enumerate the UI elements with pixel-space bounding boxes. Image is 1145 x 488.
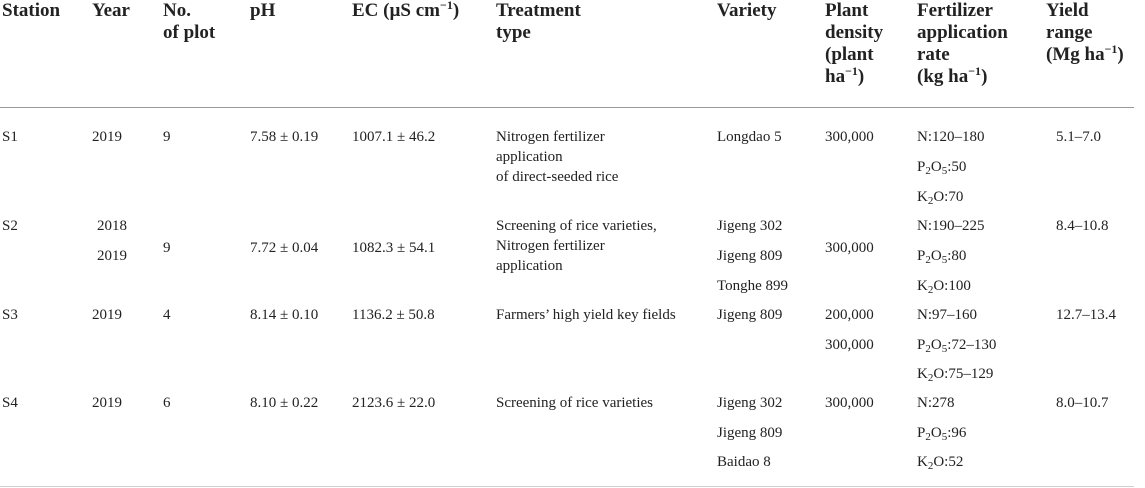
header-density-line4 [825,66,883,88]
cell-variety: Jigeng 809 [717,307,783,323]
header-yield-line2: range [1046,22,1093,43]
cell-variety: Jigeng 809 [717,248,783,264]
cell-ph: 7.72 ± 0.04 [250,240,319,256]
fert-p-value: :96 [947,425,967,441]
cell-fert-k [917,452,963,472]
cell-treatment [496,216,657,276]
fert-p-oxygen: O [930,159,942,175]
cell-station: S2 [2,218,18,234]
cell-fert-p [917,423,966,443]
fert-k-subscript-2: 2 [927,195,934,207]
cell-treatment-line: Screening of rice varieties, [496,218,657,234]
header-density-line3: (plant [825,44,874,65]
cell-treatment-line: Nitrogen fertilizer [496,129,605,145]
fert-p-element: P [917,337,926,353]
header-treatment-line1: Treatment [496,0,581,21]
cell-treatment-line: Nitrogen fertilizer [496,238,605,254]
header-ph [250,0,275,22]
cell-variety: Baidao 8 [717,454,771,470]
header-fert-line4 [917,66,1008,88]
cell-ph: 8.14 ± 0.10 [250,307,319,323]
header-treatment [496,0,581,44]
fert-p-subscript-2: 2 [925,254,931,266]
cell-treatment-line: application [496,149,563,165]
fert-p-oxygen: O [930,337,942,353]
header-ec [352,0,459,22]
fert-p-subscript-2: 2 [925,343,931,355]
cell-year: 2019 [92,395,122,411]
cell-treatment-line: of direct-seeded rice [496,169,619,185]
fert-p-value: :50 [947,159,967,175]
fert-p-subscript-5: 5 [941,165,948,177]
fert-p-subscript-2: 2 [925,431,931,443]
fert-k-value: O:52 [933,454,964,470]
fert-p-oxygen: O [930,248,942,264]
header-fert-line3: rate [917,44,950,65]
fert-k-element: K [917,454,928,470]
fert-k-element: K [917,278,928,294]
header-ec-close: ) [452,0,460,21]
header-fert-line1: Fertilizer [917,0,993,21]
fert-k-subscript-2: 2 [927,372,934,384]
header-density-close: ) [857,66,865,87]
cell-ec: 2123.6 ± 22.0 [352,395,436,411]
fert-p-value: :72–130 [947,337,997,353]
cell-ec: 1007.1 ± 46.2 [352,129,436,145]
fert-p-element: P [917,425,926,441]
header-yield-close: ) [1117,44,1124,65]
fert-p-element: P [917,159,926,175]
header-ec-text: EC (µS cm [352,0,440,21]
header-station [2,0,60,22]
header-yield-line3 [1046,44,1124,66]
header-yield-unit: (Mg ha [1046,44,1105,65]
cell-ph: 8.10 ± 0.22 [250,395,319,411]
cell-variety: Jigeng 809 [717,425,783,441]
fert-k-value: O:100 [933,278,971,294]
fert-k-subscript-2: 2 [927,460,934,472]
cell-fert-p [917,157,966,177]
table-bottom-border [0,486,1134,487]
fert-p-value: :80 [947,248,967,264]
header-yield-range [1046,0,1124,66]
header-divider [0,107,1134,108]
cell-yield-range: 8.4–10.8 [1056,218,1109,234]
header-year [92,0,130,22]
fert-p-subscript-5: 5 [941,254,948,266]
fert-k-element: K [917,189,928,205]
header-density-line2: density [825,22,884,43]
fert-k-element: K [917,366,928,382]
header-yield-line1: Yield [1046,0,1089,21]
header-yield-superscript: −1 [1104,42,1118,56]
header-fert-close: ) [981,66,988,87]
cell-plot-count: 4 [163,307,171,323]
header-density-ha: ha [825,66,846,87]
cell-fert-n: N:278 [917,395,955,411]
cell-treatment: Farmers’ high yield key fields [496,307,676,323]
cell-year: 2019 [97,248,127,264]
cell-station: S4 [2,395,18,411]
header-variety-label: Variety [717,0,777,21]
cell-fert-n: N:97–160 [917,307,977,323]
cell-treatment: Screening of rice varieties [496,395,654,411]
header-density-line1: Plant [825,0,869,21]
header-fert-line2: application [917,22,1008,43]
cell-ph: 7.58 ± 0.19 [250,129,319,145]
fert-p-subscript-5: 5 [941,431,948,443]
fert-p-oxygen: O [930,425,942,441]
header-ph-label: pH [250,0,276,21]
cell-fert-n: N:190–225 [917,218,985,234]
cell-variety: Jigeng 302 [717,395,783,411]
fert-p-subscript-5: 5 [941,343,948,355]
cell-plant-density: 200,000 [825,307,874,323]
header-treatment-line2: type [496,22,531,43]
cell-fert-k [917,276,971,296]
cell-plant-density: 300,000 [825,337,874,353]
header-plot-line1: No. [163,0,191,21]
cell-yield-range: 12.7–13.4 [1056,307,1116,323]
cell-fert-p [917,335,996,355]
cell-station: S1 [2,129,18,145]
cell-year: 2019 [92,129,122,145]
header-plant-density [825,0,883,88]
header-year-label: Year [92,0,130,21]
cell-plot-count: 6 [163,395,171,411]
cell-plant-density: 300,000 [825,129,874,145]
cell-plot-count: 9 [163,129,171,145]
cell-plant-density: 300,000 [825,395,874,411]
fert-p-subscript-2: 2 [925,165,931,177]
cell-ec: 1136.2 ± 50.8 [352,307,435,323]
cell-treatment-line: application [496,258,563,274]
header-fertilizer-rate [917,0,1008,88]
cell-plant-density: 300,000 [825,240,874,256]
cell-fert-k [917,187,963,207]
cell-plot-count: 9 [163,240,171,256]
header-plot-line2: of plot [163,22,216,43]
fert-k-subscript-2: 2 [927,284,934,296]
cell-variety: Jigeng 302 [717,218,783,234]
cell-fert-n: N:120–180 [917,129,985,145]
cell-station: S3 [2,307,18,323]
header-fert-superscript: −1 [968,64,982,78]
cell-year: 2019 [92,307,122,323]
cell-ec: 1082.3 ± 54.1 [352,240,436,256]
cell-yield-range: 5.1–7.0 [1056,129,1101,145]
header-plot-count [163,0,215,44]
header-ec-superscript: −1 [440,0,453,12]
header-variety [717,0,776,22]
cell-fert-p [917,246,966,266]
cell-variety: Tonghe 899 [717,278,789,294]
cell-treatment [496,127,618,187]
cell-yield-range: 8.0–10.7 [1056,395,1109,411]
fert-p-element: P [917,248,926,264]
cell-variety: Longdao 5 [717,129,782,145]
header-fert-unit: (kg ha [917,66,969,87]
header-density-superscript: −1 [845,64,858,78]
fert-k-value: O:70 [933,189,964,205]
fert-k-value: O:75–129 [933,366,994,382]
cell-year: 2018 [97,218,127,234]
cell-fert-k [917,364,993,384]
header-station-label: Station [2,0,61,21]
